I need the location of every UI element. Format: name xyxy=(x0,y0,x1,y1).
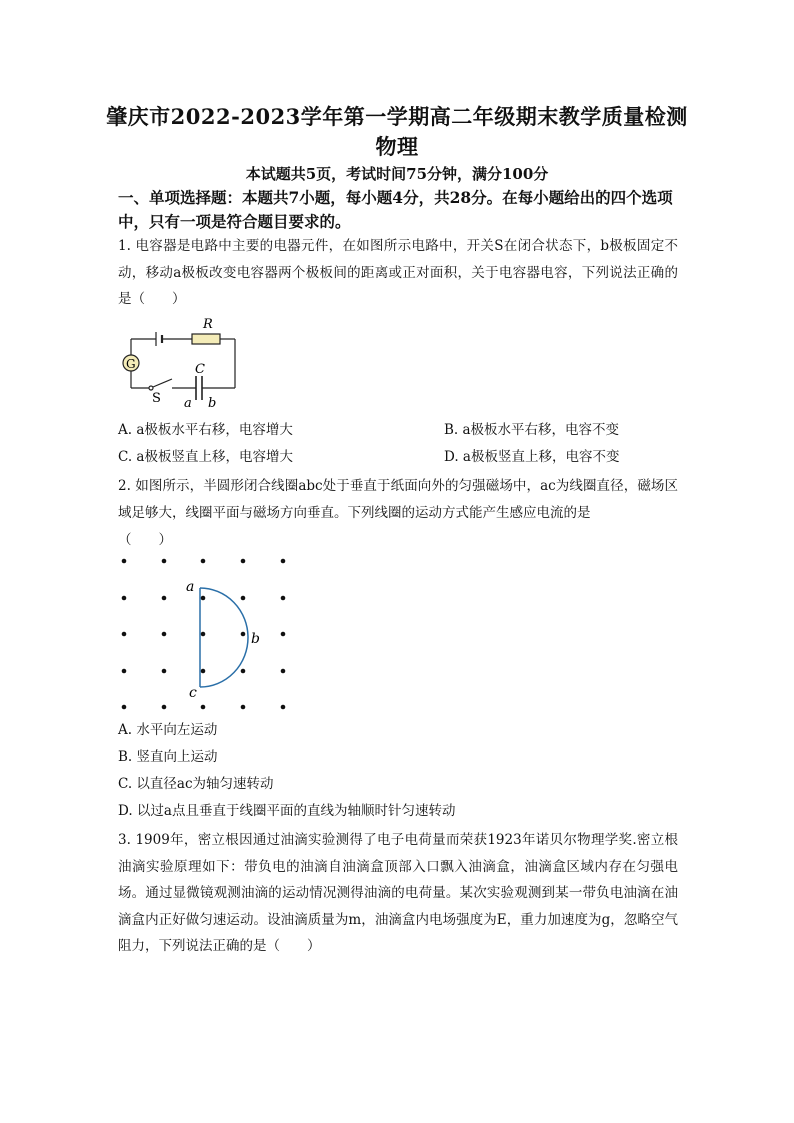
q2-option-c[interactable]: C. 以直径ac为轴匀速转动 xyxy=(118,776,274,792)
field-dot xyxy=(162,632,167,637)
field-dot xyxy=(122,669,127,674)
q2-option-d[interactable]: D. 以过a点且垂直于线圈平面的直线为轴顺时针匀速转动 xyxy=(118,803,456,819)
field-dot xyxy=(241,632,246,637)
field-dot xyxy=(122,705,127,710)
exam-title: 肇庆市2022-2023学年第一学期高二年级期末教学质量检测 xyxy=(106,104,688,129)
point-c-label: c xyxy=(189,685,197,701)
circuit-diagram xyxy=(112,312,242,412)
switch-label: S xyxy=(152,391,161,406)
subject-title: 物理 xyxy=(375,134,419,159)
field-dot xyxy=(241,559,246,564)
q1-option-b[interactable]: B. a极板水平右移，电容不变 xyxy=(444,422,620,438)
section-heading: 一、单项选择题：本题共7小题，每小题4分，共28分。在每小题给出的四个选项中，只有一项是符合题目要求的。 xyxy=(118,188,673,231)
resistor-body xyxy=(192,334,220,344)
capacitor-label: C xyxy=(195,362,205,377)
field-dot xyxy=(201,596,206,601)
field-dot xyxy=(122,632,127,637)
field-dot xyxy=(241,596,246,601)
q2-option-b[interactable]: B. 竖直向上运动 xyxy=(118,749,218,765)
q2-option-a[interactable]: A. 水平向左运动 xyxy=(118,722,218,738)
field-dot xyxy=(162,705,167,710)
plate-a-label: a xyxy=(184,396,192,411)
field-dot xyxy=(201,705,206,710)
exam-info: 本试题共5页，考试时间75分钟，满分100分 xyxy=(245,165,549,183)
field-dot xyxy=(201,559,206,564)
field-dot xyxy=(122,559,127,564)
switch-lever xyxy=(153,379,172,387)
q3-stem: 3. 1909年，密立根因通过油滴实验测得了电子电荷量而荣获1923年诺贝尔物理学奖.密立根油滴实验原理如下：带负电的油滴自油滴盒顶部入口飘入油滴盒，油滴盒区域内存在匀强电场。通过显微镜观测油滴的运动情况测得油滴的电荷量。某次实验观测到某一带负电油滴在油滴盒内正好做匀速运动。设油滴质量为m，油滴盒内电场强度为E，重力加速度为g，忽略空气阻力，下列说法正确的是（ ） xyxy=(118,832,678,954)
field-dot xyxy=(201,632,206,637)
galvanometer-label: G xyxy=(126,357,136,371)
field-dot xyxy=(162,559,167,564)
point-b-label: b xyxy=(251,631,260,647)
point-a-label: a xyxy=(186,579,195,595)
q1-option-c[interactable]: C. a极板竖直上移，电容增大 xyxy=(118,449,293,465)
resistor-label: R xyxy=(203,317,213,332)
field-dot xyxy=(281,669,286,674)
q2-stem: 2. 如图所示，半圆形闭合线圈abc处于垂直于纸面向外的匀强磁场中，ac为线圈直径，磁场区域足够大，线圈平面与磁场方向垂直。下列线圈的运动方式能产生感应电流的是 xyxy=(118,478,678,521)
field-dot xyxy=(241,705,246,710)
field-dot xyxy=(241,669,246,674)
q1-option-d[interactable]: D. a极板竖直上移，电容不变 xyxy=(444,449,620,465)
field-dot xyxy=(281,632,286,637)
field-dot xyxy=(281,559,286,564)
field-dot xyxy=(201,669,206,674)
magnetic-field-diagram xyxy=(112,550,302,720)
q1-option-a[interactable]: A. a极板水平右移，电容增大 xyxy=(118,422,293,438)
field-dot xyxy=(281,596,286,601)
plate-b-label: b xyxy=(208,396,217,411)
q1-stem: 1. 电容器是电路中主要的电器元件，在如图所示电路中，开关S在闭合状态下，b极板固定不动，移动a极板改变电容器两个极板间的距离或正对面积，关于电容器电容，下列说法正确的是（ ） xyxy=(118,238,678,307)
field-dot xyxy=(162,669,167,674)
field-dot xyxy=(122,596,127,601)
field-dot xyxy=(162,596,167,601)
coil-semicircle xyxy=(200,588,248,687)
q2-blank: （ ） xyxy=(118,532,172,548)
field-dot xyxy=(281,705,286,710)
switch-contact-left xyxy=(149,386,153,390)
